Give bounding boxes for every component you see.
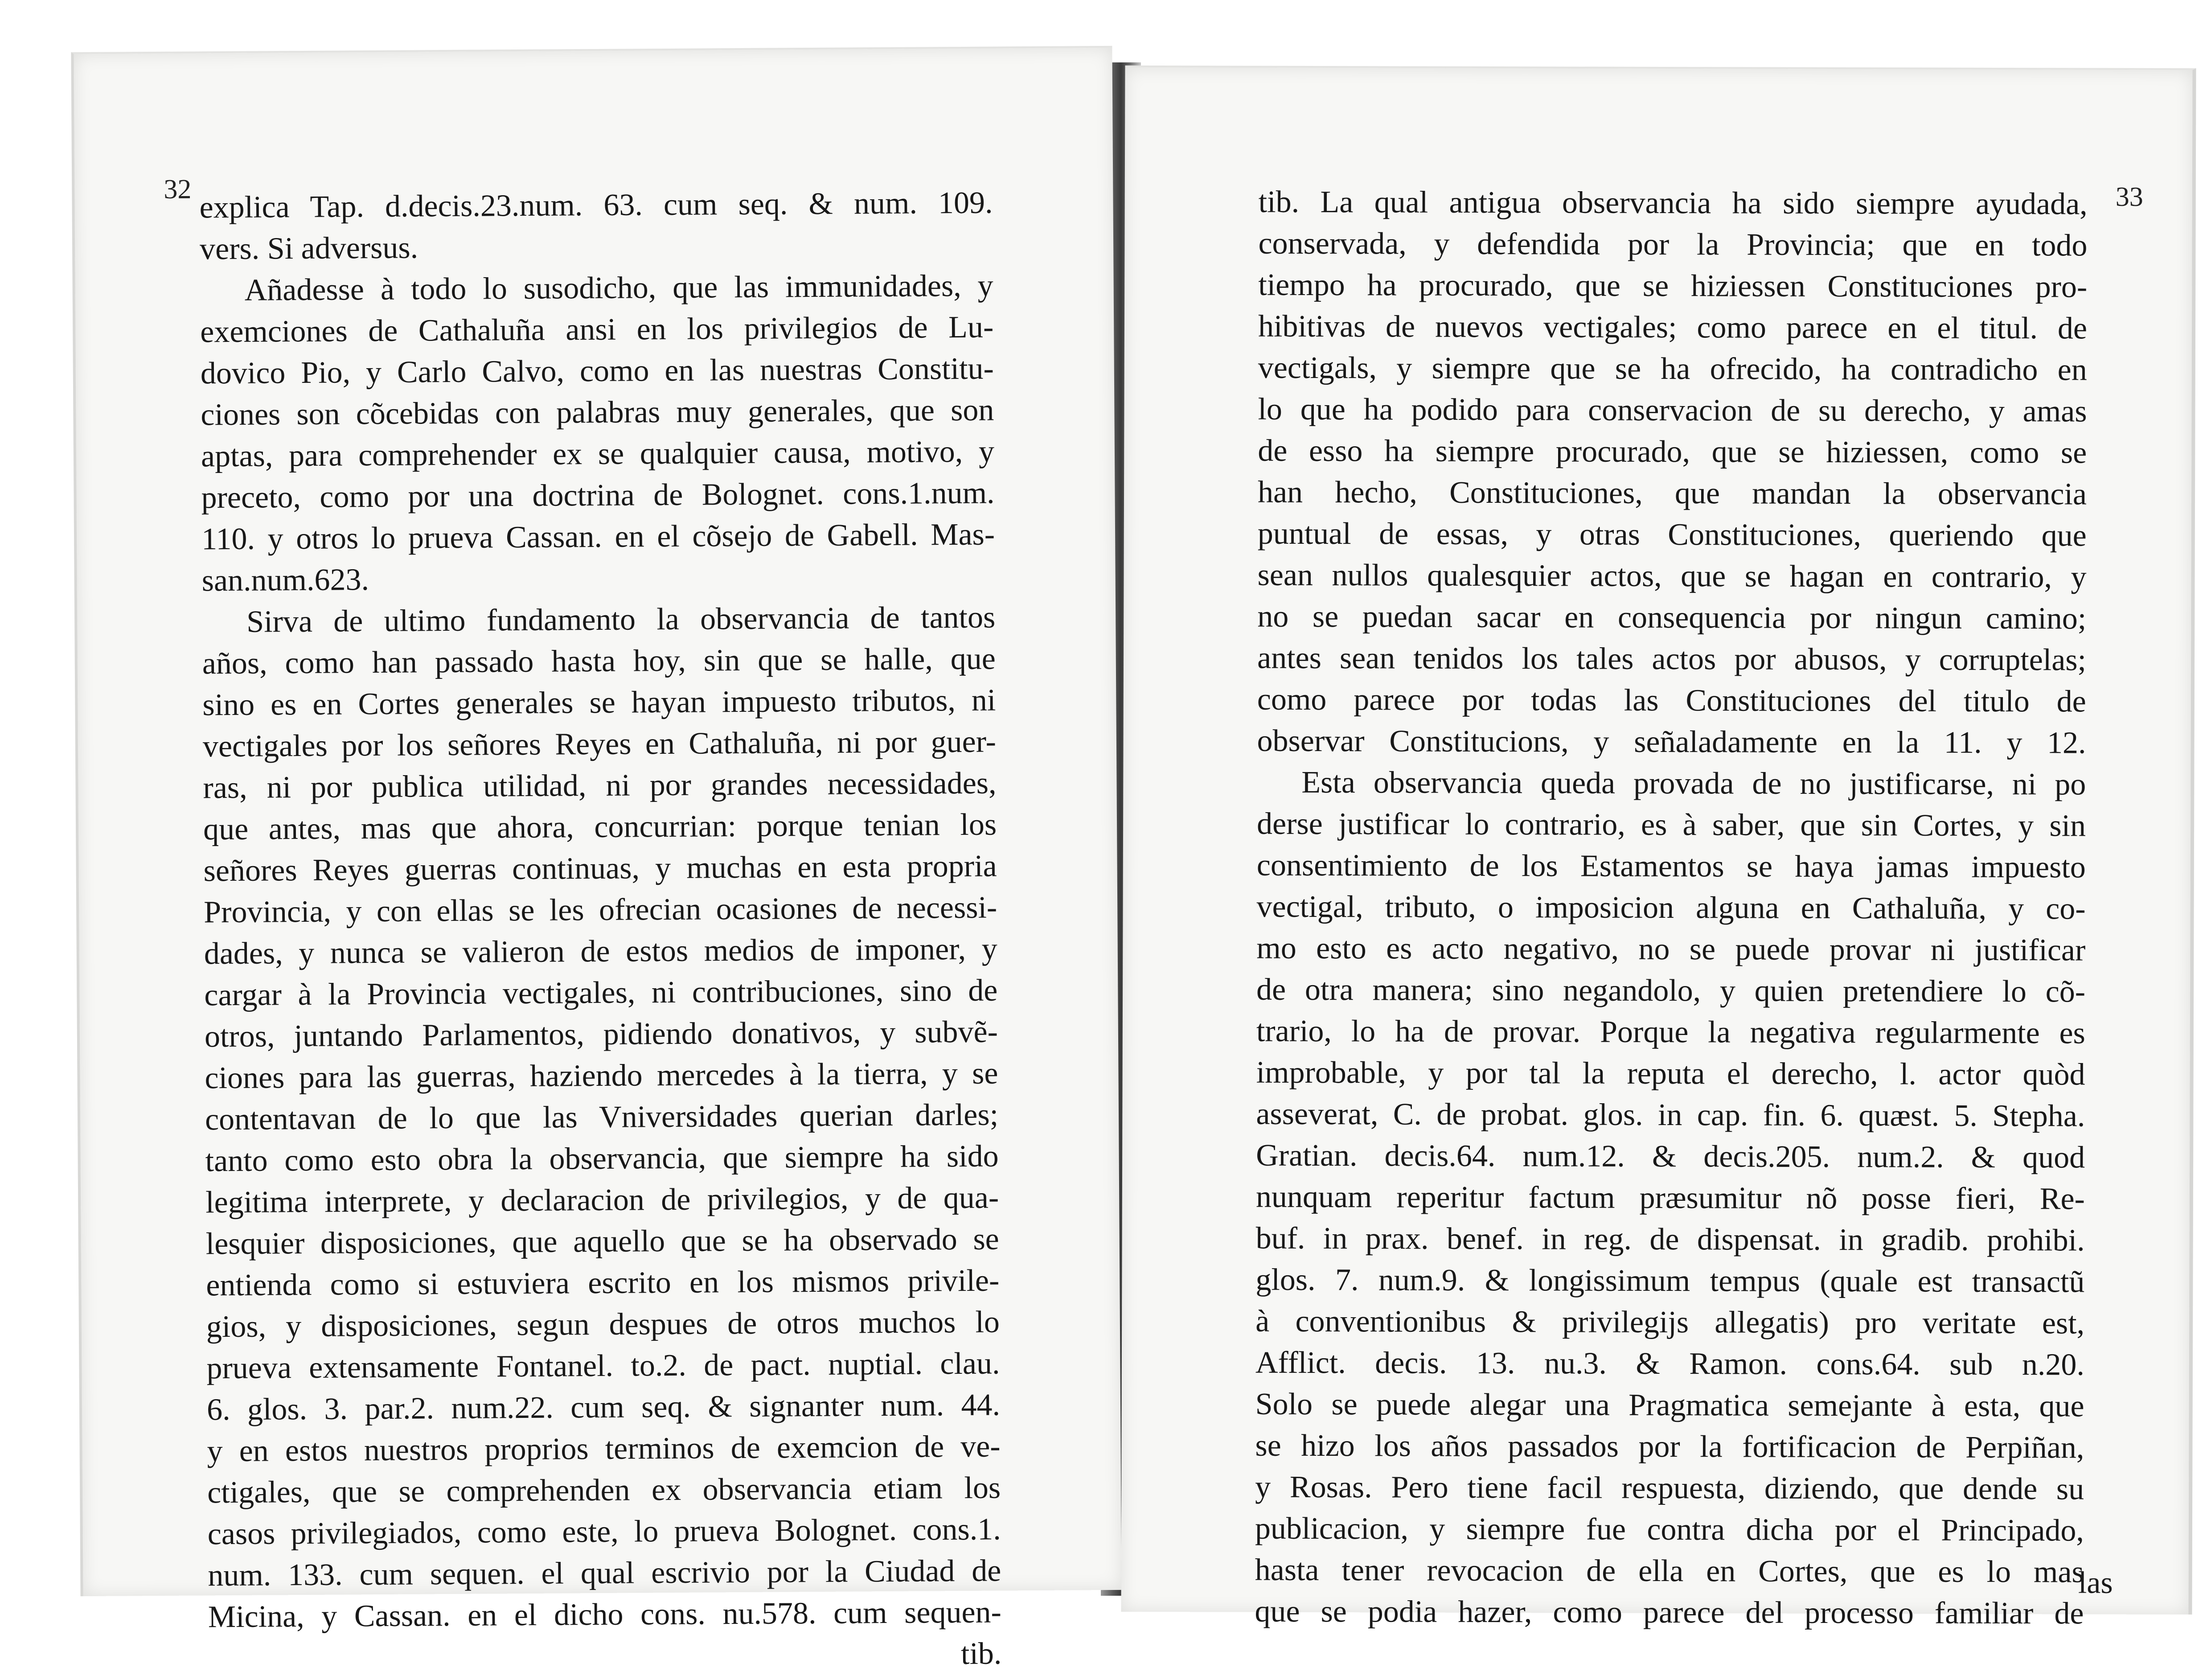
text-line: han hecho, Constituciones, que mandan la observancia [1257, 475, 2087, 512]
text-line: vectigal, tributo, o imposicion alguna en Cathaluña, y co- [1256, 889, 2086, 926]
text-line: antes sean tenidos los tales actos por abusos, y corruptelas; [1257, 641, 2087, 678]
text-line: vectigales por los señores Reyes en Cathaluña, ni por guer- [202, 724, 997, 764]
text-line: dades, y nunca se valieron de estos medios de imponer, y [204, 932, 998, 971]
text-line: consentimiento de los Estamentos se haya jamas impuesto [1256, 848, 2086, 885]
text-line: ciones son cõcebidas con palabras muy generales, que son [201, 393, 994, 432]
text-line: hibitivas de nuevos vectigales; como parece en el titul. de [1258, 309, 2088, 346]
text-line: legitima interprete, y declaracion de privilegios, y de qua- [205, 1180, 999, 1220]
text-line: vectigals, y siempre que se ha ofrecido, ha contradicho en [1258, 350, 2087, 387]
text-line: preceto, como por una doctrina de Bolognet. cons.1.num. [201, 476, 995, 515]
text-line: conservada, y defendida por la Provincia; que en todo [1258, 226, 2088, 263]
text-line: sean nullos qualesquier actos, que se hagan en contrario, y [1257, 558, 2087, 595]
text-line: señores Reyes guerras continuas, y muchas en esta propria [203, 849, 997, 888]
left-page-text [199, 182, 1001, 1680]
text-line: ctigales, que se comprehenden ex observancia etiam los [207, 1471, 1001, 1510]
text-line: num. 133. cum sequen. el qual escrivio por la Ciudad de [208, 1553, 1001, 1593]
right-page [1121, 66, 2196, 1631]
text-line: contentavan de lo que las Vniversidades querian darles; [205, 1097, 999, 1137]
catchword: las [2078, 1565, 2113, 1600]
text-line: Gratian. decis.64. num.12. & decis.205. num.2. & quod [1256, 1138, 2085, 1175]
text-line: lesquier disposiciones, que aquello que se ha observado se [205, 1222, 999, 1261]
right-page-text [1255, 181, 2088, 1635]
text-line: y en estos nuestros proprios terminos de exemcion de ve- [207, 1429, 1001, 1469]
text-line: improbable, y por tal la reputa el derecho, l. actor quòd [1256, 1055, 2085, 1092]
text-line: tib. La qual antigua observancia ha sido siempre ayudada, [1258, 185, 2088, 222]
text-line: de esso ha siempre procurado, que se hiziessen, como se [1258, 433, 2087, 470]
text-line: lo que ha podido para conservacion de su derecho, y amas [1258, 392, 2087, 429]
text-line: hasta tener revocacion de ella en Cortes, que es lo mas [1255, 1553, 2084, 1590]
text-line: observar Constitucions, y señaladamente en la 11. y 12. [1257, 723, 2086, 760]
text-line: san.num.623. [201, 563, 369, 598]
text-line: dovico Pio, y Carlo Calvo, como en las nuestras Constitu- [200, 351, 994, 391]
text-line: que antes, mas que ahora, concurrian: porque tenian los [203, 807, 997, 847]
text-line: explica Tap. d.decis.23.num. 63. cum seq. & num. 109. [199, 185, 993, 225]
text-line: prueva extensamente Fontanel. to.2. de pact. nuptial. clau. [206, 1346, 1000, 1386]
text-line: años, como han passado hasta hoy, sin que se halle, que [202, 641, 996, 681]
text-line: publicacion, y siempre fue contra dicha por el Principado, [1255, 1511, 2084, 1548]
text-line: de otra manera; sino negandolo, y quien pretendiere lo cõ- [1256, 972, 2086, 1009]
page-number-right: 33 [2115, 181, 2143, 212]
text-line: Micina, y Cassan. en el dicho cons. nu.578. cum sequen- [208, 1595, 1002, 1635]
text-line: Afflict. decis. 13. nu.3. & Ramon. cons.64. sub n.20. [1255, 1345, 2085, 1382]
text-line: mo esto es acto negativo, no se puede provar ni justificar [1256, 931, 2086, 968]
text-line: tiempo ha procurado, que se hiziessen Constituciones pro- [1258, 267, 2088, 304]
text-line: se hizo los años passados por la fortificacion de Perpiñan, [1255, 1428, 2084, 1465]
text-line: tanto como esto obra la observancia, que siempre ha sido [205, 1139, 999, 1179]
text-line: que se podia hazer, como parece del processo familiar de [1255, 1594, 2084, 1631]
text-line: exemciones de Cathaluña ansi en los privilegios de Lu- [200, 310, 994, 349]
text-line: Provincia, y con ellas se les ofrecian ocasiones de necessi- [203, 890, 997, 930]
text-line: Esta observancia queda provada de no justificarse, ni po [1301, 765, 2086, 802]
text-line: ras, ni por publica utilidad, ni por grandes necessidades, [203, 766, 997, 805]
text-line: Sirva de ultimo fundamento la observancia de tantos [246, 600, 996, 639]
text-line: à conventionibus & privilegijs allegatis) pro veritate est, [1255, 1304, 2085, 1341]
text-line: puntual de essas, y otras Constituciones, queriendo que [1257, 516, 2087, 553]
text-line: glos. 7. num.9. & longissimum tempus (quale est transactũ [1255, 1262, 2085, 1299]
text-line: no se puedan sacar en consequencia por ningun camino; [1257, 599, 2087, 636]
text-line: sino es en Cortes generales se hayan impuesto tributos, ni [202, 683, 996, 723]
text-line: gios, y disposiciones, segun despues de otros muchos lo [206, 1305, 1000, 1344]
text-line: Solo se puede alegar una Pragmatica semejante à esta, que [1255, 1387, 2084, 1424]
text-line: 6. glos. 3. par.2. num.22. cum seq. & signanter num. 44. [206, 1388, 1001, 1427]
text-line: Añadesse à todo lo susodicho, que las immunidades, y [244, 268, 993, 308]
text-line: y Rosas. Pero tiene facil respuesta, diziendo, que dende su [1255, 1470, 2084, 1507]
page-number-left: 32 [164, 174, 192, 205]
text-line: trario, lo ha de provar. Porque la negativa regularmente es [1256, 1014, 2085, 1051]
text-line: tib. [960, 1636, 1002, 1672]
text-line: nunquam reperitur factum præsumitur nõ posse fieri, Re- [1255, 1179, 2085, 1216]
text-line: ciones para las guerras, haziendo mercedes à la tierra, y se [205, 1056, 998, 1096]
text-line: buf. in prax. benef. in reg. de dispensat. in gradib. prohibi. [1255, 1221, 2085, 1258]
text-line: derse justificar lo contrario, es à saber, que sin Cortes, y sin [1256, 806, 2086, 843]
text-line: aptas, para comprehender ex se qualquier causa, motivo, y [201, 434, 995, 474]
text-line: 110. y otros lo prueva Cassan. en el cõsejo de Gabell. Mas- [201, 517, 995, 557]
text-line: otros, juntando Parlamentos, pidiendo donativos, y subvẽ- [204, 1015, 998, 1054]
text-line: asseverat, C. de probat. glos. in cap. fin. 6. quæst. 5. Stepha. [1256, 1097, 2085, 1134]
text-line: casos privilegiados, como este, lo prueva Bolognet. cons.1. [207, 1512, 1001, 1552]
text-line: como parece por todas las Constituciones del titulo de [1257, 682, 2086, 719]
text-line: entienda como si estuviera escrito en los mismos privile- [206, 1263, 1000, 1303]
left-page [71, 46, 1121, 1672]
text-line: cargar à la Provincia vectigales, ni contribuciones, sino de [204, 973, 998, 1013]
text-line: vers. Si adversus. [199, 230, 418, 267]
